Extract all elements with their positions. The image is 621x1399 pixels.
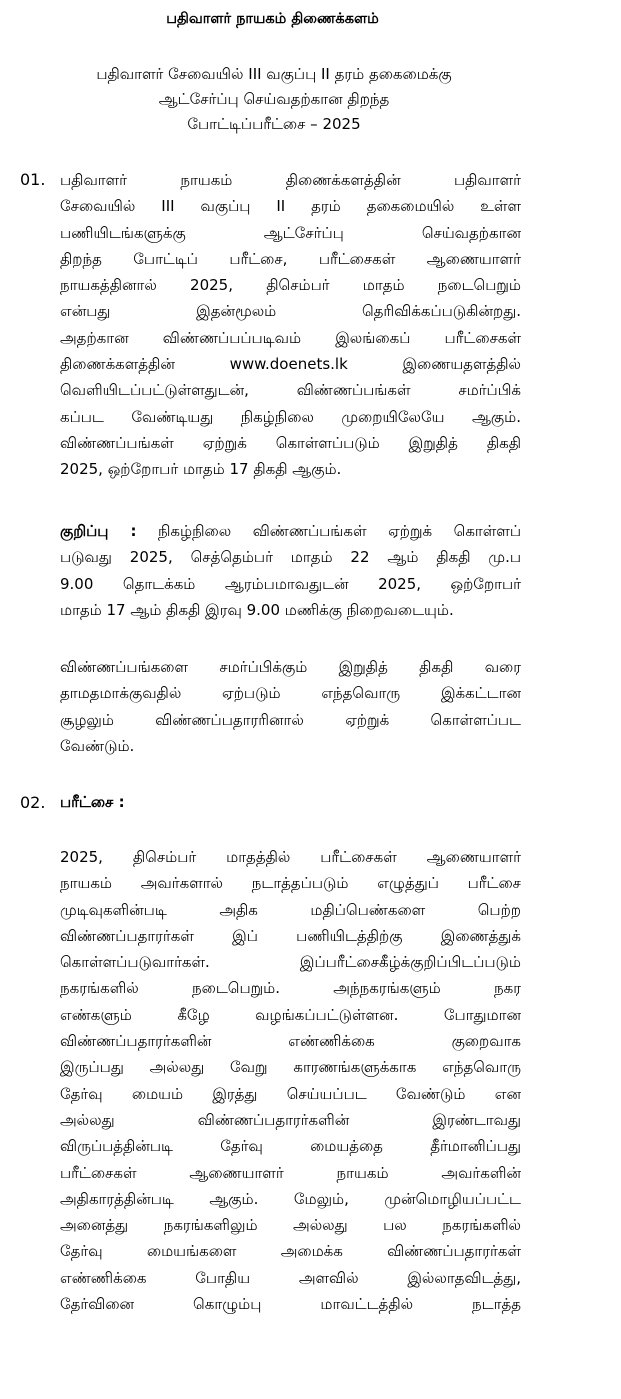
delay-paragraph — [60, 654, 521, 759]
text-line: அனைத்து நகரங்களிலும் அல்லது பல நகரங்களில் — [60, 1216, 521, 1235]
section1-paragraph — [60, 167, 521, 483]
text-line: விண்ணப்பதாரர்கள் இப் பணியிடத்திற்கு இணைத்துக் — [60, 926, 521, 945]
text-line: தேர்வினை கொழும்பு மாவட்டத்தில் நடாத்த — [60, 1295, 521, 1314]
text-line: நாயகம் அவர்களால் நடாத்தப்படும் எழுத்துப் பரீட்சை — [60, 874, 521, 893]
section-number: 02. — [20, 793, 46, 812]
note-paragraph — [60, 518, 521, 623]
text-line: விண்ணப்பதாரர்களின் எண்ணிக்கை குறைவாக — [60, 1032, 521, 1051]
exam-title-line: போட்டிப்பரீட்சை – 2025 — [187, 115, 361, 133]
text-line: கப்பட வேண்டியது நிகழ்நிலை முறையிலேயே ஆகும். — [60, 407, 521, 426]
text-line: 9.00 தொடக்கம் ஆரம்பமாவதுடன் 2025, ஒற்றோபர் — [60, 574, 521, 593]
section2-paragraph — [60, 844, 521, 1317]
department-heading: பதிவாளர் நாயகம் திணைக்களம் — [166, 11, 379, 27]
text-line: மாதம் 17 ஆம் திகதி இரவு 9.00 மணிக்கு நிறைவடையும். — [60, 600, 454, 619]
text-line: எண்ணிக்கை போதிய அளவில் இல்லாதவிடத்து, — [60, 1268, 521, 1287]
text-line: பணியிடங்களுக்கு ஆட்சேர்ப்பு செய்வதற்கான — [60, 223, 521, 242]
text-line: வேண்டும். — [60, 736, 135, 755]
text-line: இருப்பது அல்லது வேறு காரணங்களுக்காக எந்தவொரு — [60, 1058, 521, 1077]
text-line: விண்ணப்பங்கள் ஏற்றுக் கொள்ளப்படும் இறுதித் திகதி — [60, 433, 521, 452]
text-line: 2025, திசெம்பர் மாதத்தில் பரீட்சைகள் ஆணையாளர் — [60, 848, 521, 866]
text-line: நாயகத்தினால் 2025, திசெம்பர் மாதம் நடைபெறும் — [60, 276, 521, 295]
text-line: விருப்பத்தின்படி தேர்வு மையத்தை தீர்மானிப்பது — [60, 1137, 521, 1156]
text-line: வெளியிடப்பட்டுள்ளதுடன், விண்ணப்பங்கள் சமர்ப்பிக் — [60, 381, 521, 400]
text-line: தாமதமாக்குவதில் ஏற்படும் எந்தவொரு இக்கட்டான — [60, 684, 521, 703]
exam-title — [30, 62, 518, 137]
text-line: சூழலும் விண்ணப்பதாரரினால் ஏற்றுக் கொள்ளப்பட — [60, 710, 521, 729]
text-line: பரீட்சைகள் ஆணையாளர் நாயகம் அவர்களின் — [60, 1163, 521, 1182]
text-line: படுவது 2025, செத்தெம்பர் மாதம் 22 ஆம் திகதி மு.ப — [60, 548, 521, 567]
text-line: திறந்த போட்டிப் பரீட்சை, பரீட்சைகள் ஆணையாளர் — [60, 249, 521, 268]
text-line: விண்ணப்பங்களை சமர்ப்பிக்கும் இறுதித் திகதி வரை — [60, 658, 521, 676]
section-heading: பரீட்சை : — [60, 793, 125, 811]
note-label: குறிப்பு : — [60, 522, 137, 540]
text-line: சேவையில் III வகுப்பு II தரம் தகைமையில் உள்ள — [60, 197, 521, 216]
text-line: நகரங்களில் நடைபெறும். அந்நகரங்களும் நகர — [60, 979, 521, 998]
note-text: நிகழ்நிலை விண்ணப்பங்கள் ஏற்றுக் கொள்ளப் — [136, 522, 521, 540]
text-line — [60, 518, 521, 544]
text-line: முடிவுகளின்படி அதிக மதிப்பெண்களை பெற்ற — [60, 900, 521, 919]
text-line: என்பது இதன்மூலம் தெரிவிக்கப்படுகின்றது. — [60, 302, 521, 321]
text-line: அல்லது விண்ணப்பதாரர்களின் இரண்டாவது — [60, 1110, 521, 1129]
exam-title-line: பதிவாளர் சேவையில் III வகுப்பு II தரம் தகைமைக்கு — [96, 65, 452, 83]
text-line: பதிவாளர் நாயகம் திணைக்களத்தின் பதிவாளர் — [60, 171, 521, 189]
section-number: 01. — [20, 170, 46, 189]
text-line: தேர்வு மையங்களை அமைக்க விண்ணப்பதாரர்கள் — [60, 1242, 521, 1261]
text-line: கொள்ளப்படுவார்கள். இப்பரீட்சைகீழ்க்குறிப்பிடப்படும் — [60, 953, 521, 972]
text-line: அதற்கான விண்ணப்பப்படிவம் இலங்கைப் பரீட்சைகள் — [60, 328, 521, 347]
text-line: அதிகாரத்தின்படி ஆகும். மேலும், முன்மொழியப்பட்ட — [60, 1189, 521, 1208]
text-line: எண்களும் கீழே வழங்கப்பட்டுள்ளன. போதுமான — [60, 1005, 521, 1024]
exam-title-line: ஆட்சேர்ப்பு செய்வதற்கான திறந்த — [158, 90, 390, 108]
text-line: 2025, ஒற்றோபர் மாதம் 17 திகதி ஆகும். — [60, 460, 342, 479]
text-line: தேர்வு மையம் இரத்து செய்யப்பட வேண்டும் என — [60, 1084, 521, 1103]
text-line: திணைக்களத்தின் www.doenets.lk இணையதளத்தில் — [60, 355, 521, 374]
